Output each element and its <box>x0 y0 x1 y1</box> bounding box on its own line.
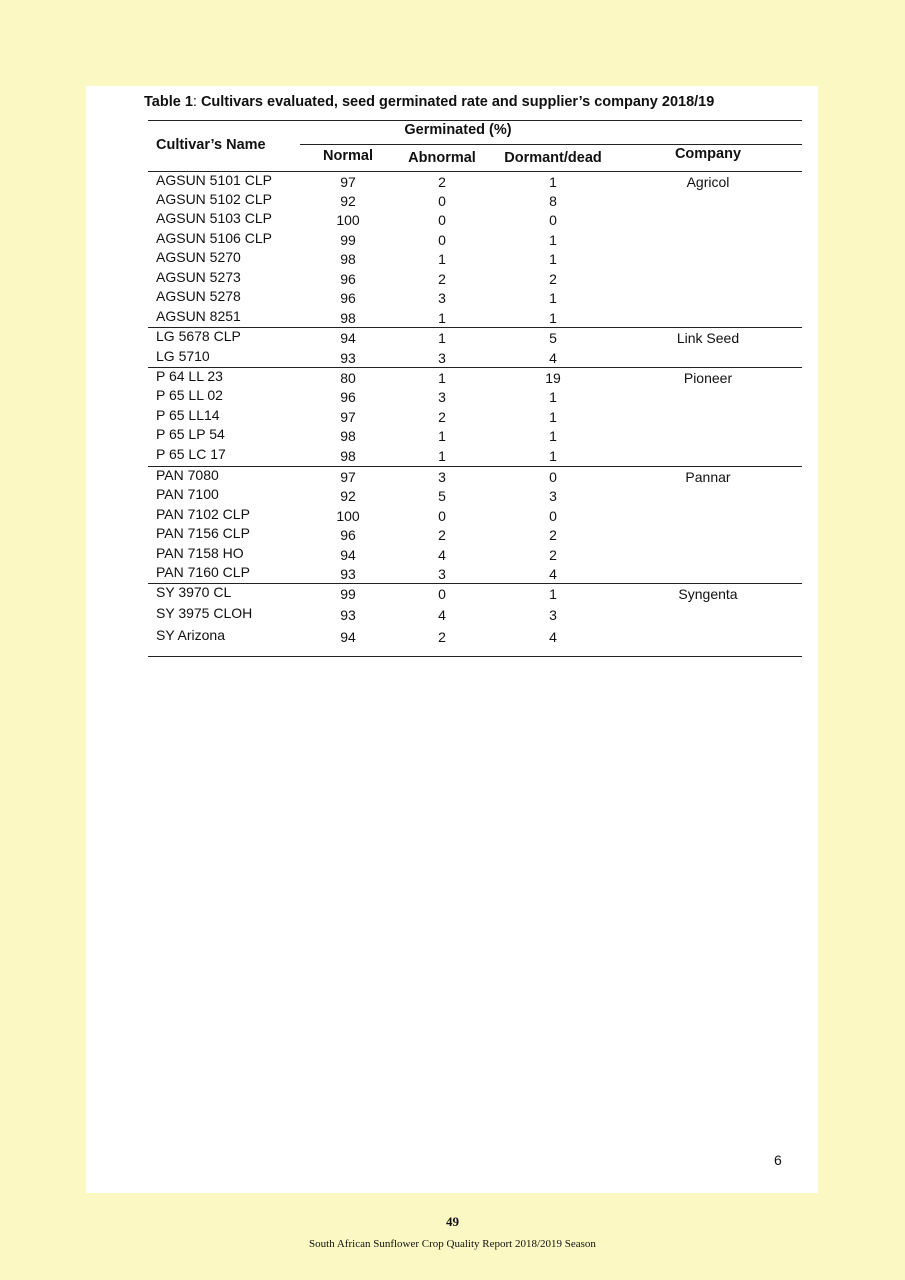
cell-normal: 93 <box>340 350 356 366</box>
cell-normal: 98 <box>340 310 356 326</box>
cell-dormant-dead: 0 <box>549 212 557 228</box>
cell-dormant-dead: 4 <box>549 350 557 366</box>
table-row <box>148 387 802 406</box>
cell-abnormal: 0 <box>438 193 446 209</box>
cell-abnormal: 2 <box>438 174 446 190</box>
header-cultivar-name: Cultivar’s Name <box>156 137 266 153</box>
cell-abnormal: 5 <box>438 488 446 504</box>
cell-abnormal: 1 <box>438 330 446 346</box>
table-row <box>148 269 802 288</box>
cell-abnormal: 3 <box>438 566 446 582</box>
cell-abnormal: 0 <box>438 232 446 248</box>
footer-page-number: 49 <box>446 1214 459 1229</box>
cell-company: Agricol <box>686 174 730 190</box>
header-germinated-group: Germinated (%) <box>404 122 512 138</box>
cell-normal: 96 <box>340 271 356 287</box>
table-row <box>148 605 802 624</box>
table-row <box>148 249 802 268</box>
cell-cultivar-name: SY 3975 CLOH <box>156 605 253 621</box>
cell-cultivar-name: AGSUN 5103 CLP <box>156 210 272 226</box>
cell-abnormal: 2 <box>438 271 446 287</box>
cell-cultivar-name: PAN 7160 CLP <box>156 564 250 580</box>
cell-dormant-dead: 1 <box>549 251 557 267</box>
header-abnormal: Abnormal <box>408 150 476 166</box>
cell-abnormal: 1 <box>438 310 446 326</box>
cell-abnormal: 4 <box>438 607 446 623</box>
cell-cultivar-name: PAN 7102 CLP <box>156 506 250 522</box>
cell-normal: 94 <box>340 629 356 645</box>
table-row <box>148 308 802 327</box>
cell-abnormal: 3 <box>438 469 446 485</box>
table-row <box>148 564 802 583</box>
cell-cultivar-name: LG 5678 CLP <box>156 328 241 344</box>
cell-abnormal: 1 <box>438 428 446 444</box>
table-bottom-rule <box>148 656 802 657</box>
report-page <box>86 86 818 1193</box>
cell-abnormal: 1 <box>438 448 446 464</box>
cell-normal: 94 <box>340 330 356 346</box>
cell-normal: 98 <box>340 251 356 267</box>
table-row <box>148 230 802 249</box>
cell-normal: 100 <box>336 508 360 524</box>
header-normal: Normal <box>323 148 373 164</box>
cell-normal: 98 <box>340 428 356 444</box>
cell-abnormal: 3 <box>438 389 446 405</box>
cell-dormant-dead: 1 <box>549 174 557 190</box>
cell-normal: 94 <box>340 547 356 563</box>
cell-company: Syngenta <box>678 586 738 602</box>
table-caption-label: Table 1 <box>144 94 193 110</box>
cell-company: Pioneer <box>683 370 733 386</box>
table-row <box>148 525 802 544</box>
table-row <box>148 210 802 229</box>
table-top-rule <box>148 120 802 121</box>
table-row <box>148 446 802 465</box>
footer-report-title: South African Sunflower Crop Quality Report 2018/2019 Season <box>309 1238 596 1250</box>
cell-abnormal: 1 <box>438 251 446 267</box>
table-row <box>148 584 802 603</box>
cell-dormant-dead: 8 <box>549 193 557 209</box>
cell-cultivar-name: AGSUN 5106 CLP <box>156 230 272 246</box>
cell-dormant-dead: 0 <box>549 469 557 485</box>
cell-cultivar-name: SY 3970 CL <box>156 584 232 600</box>
cell-cultivar-name: LG 5710 <box>156 348 210 364</box>
cell-cultivar-name: PAN 7080 <box>156 467 219 483</box>
cell-dormant-dead: 4 <box>549 566 557 582</box>
table-row <box>148 191 802 210</box>
cell-abnormal: 2 <box>438 409 446 425</box>
cell-dormant-dead: 1 <box>549 448 557 464</box>
cell-cultivar-name: AGSUN 5270 <box>156 249 241 265</box>
cell-dormant-dead: 2 <box>549 527 557 543</box>
table-row <box>148 506 802 525</box>
header-company: Company <box>674 146 742 162</box>
cultivar-table <box>148 120 802 658</box>
cell-company: Link Seed <box>676 330 740 346</box>
table-caption-colon: : <box>192 94 197 110</box>
table-row <box>148 328 802 347</box>
inner-page-number: 6 <box>774 1152 782 1168</box>
cell-abnormal: 4 <box>438 547 446 563</box>
table-row <box>148 545 802 564</box>
cell-normal: 93 <box>340 607 356 623</box>
cell-dormant-dead: 2 <box>549 271 557 287</box>
cell-normal: 98 <box>340 448 356 464</box>
table-row <box>148 486 802 505</box>
cell-normal: 96 <box>340 389 356 405</box>
cell-dormant-dead: 5 <box>549 330 557 346</box>
cell-normal: 96 <box>340 527 356 543</box>
cell-cultivar-name: P 65 LL 02 <box>156 387 223 403</box>
cell-dormant-dead: 3 <box>549 488 557 504</box>
cell-cultivar-name: AGSUN 5278 <box>156 288 241 304</box>
header-dormant-dead: Dormant/dead <box>504 150 602 166</box>
cell-abnormal: 1 <box>438 370 446 386</box>
cell-normal: 99 <box>340 232 356 248</box>
cell-abnormal: 0 <box>438 212 446 228</box>
cell-normal: 97 <box>340 409 356 425</box>
cell-company: Pannar <box>685 469 731 485</box>
cell-dormant-dead: 1 <box>549 310 557 326</box>
table-caption-text: Cultivars evaluated, seed germinated rate and supplier’s company 2018/19 <box>196 94 715 110</box>
cell-cultivar-name: P 64 LL 23 <box>156 368 223 384</box>
cell-normal: 92 <box>340 193 356 209</box>
cell-normal: 92 <box>340 488 356 504</box>
table-row <box>148 368 802 387</box>
cell-normal: 97 <box>340 469 356 485</box>
cell-abnormal: 3 <box>438 290 446 306</box>
table-row <box>148 288 802 307</box>
cell-normal: 99 <box>340 586 356 602</box>
cell-normal: 93 <box>340 566 356 582</box>
cell-dormant-dead: 1 <box>549 586 557 602</box>
cell-cultivar-name: P 65 LP 54 <box>156 426 225 442</box>
cell-abnormal: 0 <box>438 508 446 524</box>
cell-dormant-dead: 4 <box>549 629 557 645</box>
cell-normal: 96 <box>340 290 356 306</box>
cell-dormant-dead: 3 <box>549 607 557 623</box>
cell-cultivar-name: AGSUN 5102 CLP <box>156 191 272 207</box>
table-row <box>148 407 802 426</box>
cell-dormant-dead: 2 <box>549 547 557 563</box>
cell-abnormal: 2 <box>438 527 446 543</box>
cell-abnormal: 0 <box>438 586 446 602</box>
cell-normal: 100 <box>336 212 360 228</box>
group-header-rule <box>300 144 802 145</box>
table-row <box>148 627 802 646</box>
cell-dormant-dead: 19 <box>545 370 561 386</box>
cell-dormant-dead: 0 <box>549 508 557 524</box>
cell-cultivar-name: P 65 LC 17 <box>156 446 226 462</box>
cell-dormant-dead: 1 <box>549 409 557 425</box>
table-caption <box>144 94 714 110</box>
cell-normal: 80 <box>340 370 356 386</box>
cell-normal: 97 <box>340 174 356 190</box>
table-row <box>148 172 802 191</box>
cell-cultivar-name: P 65 LL14 <box>156 407 220 423</box>
cell-cultivar-name: AGSUN 5101 CLP <box>156 172 272 188</box>
cell-dormant-dead: 1 <box>549 428 557 444</box>
cell-dormant-dead: 1 <box>549 290 557 306</box>
cell-cultivar-name: AGSUN 5273 <box>156 269 241 285</box>
table-row <box>148 348 802 367</box>
cell-abnormal: 3 <box>438 350 446 366</box>
cell-cultivar-name: PAN 7158 HO <box>156 545 244 561</box>
cell-cultivar-name: AGSUN 8251 <box>156 308 241 324</box>
table-row <box>148 426 802 445</box>
cell-abnormal: 2 <box>438 629 446 645</box>
cell-cultivar-name: PAN 7156 CLP <box>156 525 250 541</box>
cell-cultivar-name: PAN 7100 <box>156 486 219 502</box>
cell-dormant-dead: 1 <box>549 232 557 248</box>
cell-dormant-dead: 1 <box>549 389 557 405</box>
table-row <box>148 467 802 486</box>
cell-cultivar-name: SY Arizona <box>156 627 226 643</box>
